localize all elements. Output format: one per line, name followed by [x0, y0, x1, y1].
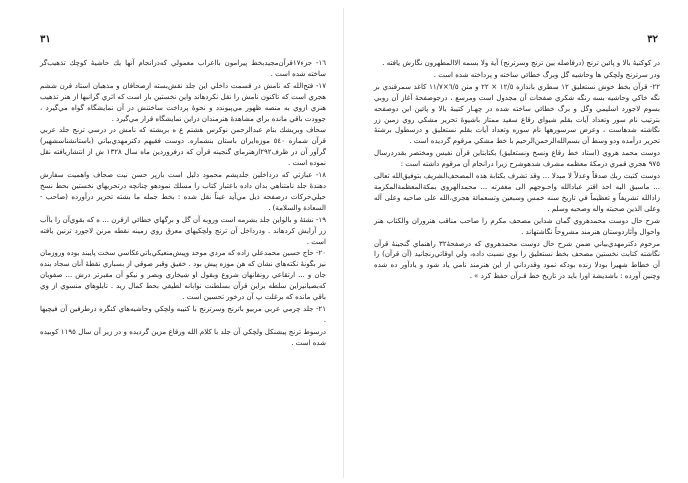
left-page-number: ٣١ [40, 34, 51, 45]
right-paragraph-7: مرحوم دكترمهدي‌بياني ضمن شرح حال دوست محمدهروي كه درصفحهٔ٣٢ راهنماي گنجينهٔ قرآن نگاشته كتابت نخستين مصحف بخط نستعليق را بوي نسبت داده، ولي اوقاتي‌رنجانيد (آن قرآن) را آن خطاط شهيرا بودلا زنده بودكه نمود وقدرداني از اين هنرمند نامي ياد شود و يادآور ده شده وچنين آورده : باشديشة اورا بايد در تاريخ خط قـرآن حفظ كرد » . [374, 238, 660, 281]
left-paragraph-5: ١٩- نشئهٔ و بالواين جلد بشرمه است وروبه آن گل و برگهاي خطائي ازقرن ... ه كه بقوي‌آن را باآب زر آرايش كردهاند . ودرداخل آن ترنج ولچكيهاي معرق روي زمينه نقطه مرنن لاجورد ترنين يافته است . [40, 214, 326, 246]
right-paragraph-3: ٢٢- قرآن بخط خوش نستعليق ١٢ سطري باندازه ١٢/٥ × ٢٢ و متن ٦/٥×١١/٧ کاغذ سمرقندي بر نگه خاكي وحاشيه بسه رنگه شكري صفحات آن مجدول است ومرسع ، درجوصفحهٔ آغاز آن روبي بسوم لاجورد اسليمي وگل و برگ خطائي ساخته شده در چهـار كتيبهٔ بالا و پائين اين دوصفحه بترتيب نام سور وتعداد آيات بقلم شيواي رقاع سفيد ممتاز باشيوهٔ تحرير مشكي روي زمين زر نگاشته شدهاست ، وعرض سرسورهها نام سوره وتعداد آيات بقلم نستعليق و درسطول برشتهٔ تحرير درآمده ودو وسط آن بسم‌الله‌الرحمن‌الرحيم با خط مشكي مرقوم گرديده است . [374, 81, 660, 146]
right-page [344, 0, 688, 483]
left-paragraph-4: ١٨- عبارتي كه درداخلين جلدپشم محمود دليل است بازپر حسن نيت صحاف واهميت سفارش دهندهٔ جلد نامتناهي بدان داده باعتبار كتاب را مسلك نمودهو چنانچه درتحريهاي نخستين بحط نسخ حيلي‌حركات درصفحه ذيل مي‌آيد عيناً نقل شده : بخط جمله ما بشته تحرير درآورده (صاحب - السعادة والسلامة) . [40, 170, 326, 212]
right-paragraph-1: در كوكتيهٔ بالا و پائين ترنج (درفاصله بين ترنج وسرترنج) آية ولا بسمه الاالمطهرون نگارش يافته . [382, 58, 660, 67]
right-paragraph-2: ودر سرترنج ولچكي ها وحاشيه گل وبرگ خطائي ساخته و پرداخته شده است . [433, 69, 660, 79]
left-paragraph-8: درسوط ترنج پيشنكل ولچكي آن جلد با كلام الله ورقاع مزين گرديده و در زير آن سال ١١٩٥ كوبيده شده است . [40, 326, 327, 347]
left-paragraph-6: ٢٠- حاج حسين محمدعلي زاده كه مردي موحد وپيش‌منعيكي‌باتي‌عكاسي سخت پايبند بوده وروزمان نيز بگونهٔ نكته‌هاي نشان كه هن موزه پيش بود . خفيق وقبر صوقي از بسباري نقطهٔ آنان سجاد بنده جان و ... ارتقاعي رونفانهان شروع وبقول او شيخاري وبصر و نيكو آن مقبرتر درش ... صفويان كه‌بصيانيراين سلطه براين قرآن بسلطنت نوابانه لطيفي بحط كمال ريد . تابلوهاي منسوي از وي باقي مانده كه برغلت پ آن درخور تحسين است . [40, 248, 326, 302]
right-paragraph-5: دوست كتبت ربك صدقاً وعدلاً لا مبدلا ... وقد تشرف بكتابة هذه المصحف‌الشريف بتوفيق‌الله تعالى ... ماسيق اليه احد اقتر عبادالله واحـوجهم الى مغفرته ... محمدالهروي بمكةالمعظمةالمكرمة زادالله تشريفاً و تعظيماً في تاريخ سنه خمس وسبعين وتسعمائة هجري،الله على صاحبه وعلى آله وعلى الذين صحبته واله وصحبه وسلم . [374, 171, 660, 213]
left-paragraph-7: ٢١- جلد چرمي عربي مربيو باترنج وسرترنج با كتيبه ولچكي وحاشيه‌هاي كنگره درطرفين آن فيچيها . [40, 303, 326, 324]
left-paragraph-2: ١٧- فتح‌الله كه نامش در قسمت داخلي اين جلد نقش‌بسته ازصحافان و مذهبان استاد قرن ششم هجري است كه تاكنون نامش را نقل نكردهاند واين نخستين بار است كه اثري گرانبها از هنر تذهيب هنري ازوي به منصه ظهور مي‌پيوندد و نحوهٔ پرداخت ساختنش در آن نمايشگاه گواه مي‌گيرد ، جوودت باقي مانده براي مشاهدهٔ هنرمندان دراين نمايشگاه قرار مي‌گيرد . [40, 80, 326, 123]
right-paragraph-4: دوست محمد هروي (استاد خط رقاع ونسخ ونستعليق) بكتابتاين قرآن نفيس ومختصر بقدردرسال ٩٧٥ هجري قمري درمكهٔ معظمه مشرف شدهوشرح زيرا درانجام آن مرقوم داشته است : [374, 148, 660, 169]
left-paragraph-1: ١٦- جزء١٧قرآن‌مجيدبخط پيرامون بااعراب معمولي كه‌درانجام آنها يك حاشيهٔ كوچك تذهيب‌گر ساخته شده است . [40, 58, 327, 78]
left-paragraph-3: سحاف وبريشك بنام عبدالرحمن نوكرس هشتم ع ه بريشته كه نامش در درسي ترنج جلد عربي قرآن شماره ٥٤٠ موزه‌ايران باستان بنشماره. دوست فقيهم دكترمهدي‌بياني (باستانشناسشهير) گرآور آن در ظرف٢٩٢ازهنرماي گنجينه قرآن كه درفروردين ماه سال ١٣٢٨ ش از انتشاريافته نقل نموده است . [40, 125, 326, 168]
right-paragraph-6: شرح حال دوست محمدهروي گمان شداين مصحف مكرم را صاحب مناقب هنروران والكتاب هنر واحوال وآثاردوستان هنرمند مشروحاً نگاشتهاند . [374, 215, 660, 236]
right-page-number: ٣٢ [647, 34, 658, 45]
